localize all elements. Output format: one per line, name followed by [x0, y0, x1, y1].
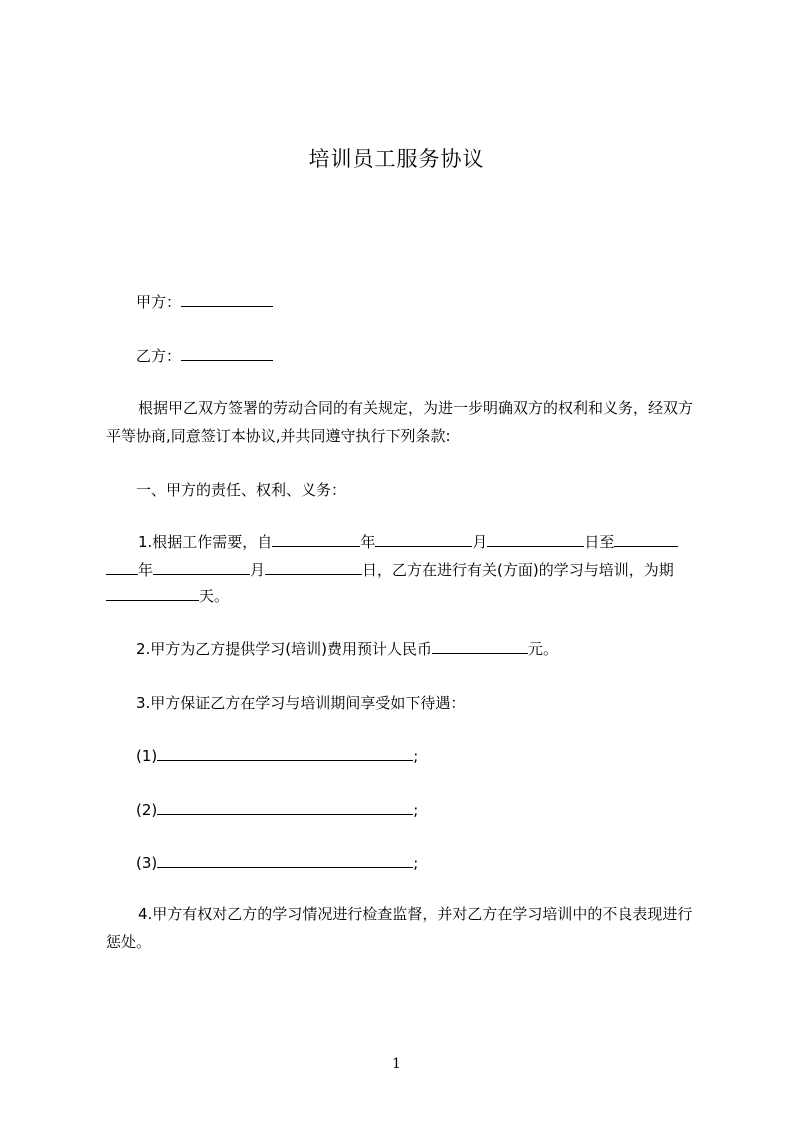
benefit-item-2-label: (2): [136, 801, 158, 819]
clause-2-line: [106, 638, 702, 659]
section-1-heading: [106, 479, 702, 500]
benefit-item-2-end: ;: [413, 801, 419, 819]
clause-1-line-1: [106, 531, 702, 552]
benefit-item-3-blank[interactable]: [157, 852, 413, 868]
clause-4-paragraph: 4.甲方有权对乙方的学习情况进行检查监督，并对乙方在学习培训中的不良表现进行惩处。: [106, 905, 693, 951]
benefit-item-3-label: (3): [136, 854, 158, 872]
party-b-label: 乙方：: [136, 347, 182, 365]
clause-1-line-2: [106, 559, 702, 580]
clause-3-text: 3.甲方保证乙方在学习与培训期间享受如下待遇：: [136, 694, 466, 712]
benefit-item-1-end: ;: [413, 747, 419, 765]
benefit-item-3-end: ;: [413, 854, 419, 872]
intro-paragraph: 根据甲乙双方签署的劳动合同的有关规定，为进一步明确双方的权利和义务，经双方平等协商,同意签订本协议,并共同遵守执行下列条款:: [106, 399, 694, 445]
end-day-blank[interactable]: [265, 559, 362, 575]
clause-2-text: 2.甲方为乙方提供学习(培训)费用预计人民币: [136, 640, 433, 658]
party-a-label: 甲方：: [136, 293, 182, 311]
benefit-item-2: [106, 799, 702, 819]
start-year-blank[interactable]: [272, 531, 360, 547]
page-number: 1: [392, 1056, 401, 1072]
benefit-item-2-blank[interactable]: [157, 799, 413, 815]
party-b-line: [106, 345, 702, 366]
party-a-line: [106, 291, 702, 312]
clause-1-day2-text: 日，乙方在进行有关(方面)的学习与培训，为期: [362, 561, 674, 579]
party-b-blank[interactable]: [181, 345, 273, 361]
start-month-blank[interactable]: [375, 531, 472, 547]
clause-1-year-label: 年: [360, 533, 376, 551]
duration-days-blank[interactable]: [106, 585, 199, 601]
clause-1-year2-label: 年: [138, 561, 154, 579]
benefit-item-3: [106, 852, 702, 872]
section-1-heading-text: 一、甲方的责任、权利、义务：: [136, 481, 347, 499]
clause-1-month-label: 月: [472, 533, 488, 551]
document-title: 培训员工服务协议: [308, 147, 485, 171]
benefit-item-1-blank[interactable]: [157, 745, 413, 761]
end-year-blank-part2[interactable]: [106, 559, 138, 575]
benefit-item-1: [106, 745, 702, 765]
end-year-blank-part1[interactable]: [614, 531, 678, 547]
end-month-blank[interactable]: [153, 559, 250, 575]
clause-1-day-to-label: 日至: [584, 533, 615, 551]
party-a-blank[interactable]: [181, 291, 273, 307]
benefit-item-1-label: (1): [136, 747, 158, 765]
clause-2-unit: 元。: [528, 640, 559, 658]
start-day-blank[interactable]: [487, 531, 584, 547]
clause-1-days-label: 天。: [199, 587, 230, 605]
clause-1-line-3: [106, 585, 702, 606]
fee-amount-blank[interactable]: [432, 638, 528, 654]
clause-1-month2-label: 月: [250, 561, 266, 579]
clause-1-prefix: 1.根据工作需要，自: [138, 533, 273, 551]
clause-3-line: [106, 692, 702, 713]
